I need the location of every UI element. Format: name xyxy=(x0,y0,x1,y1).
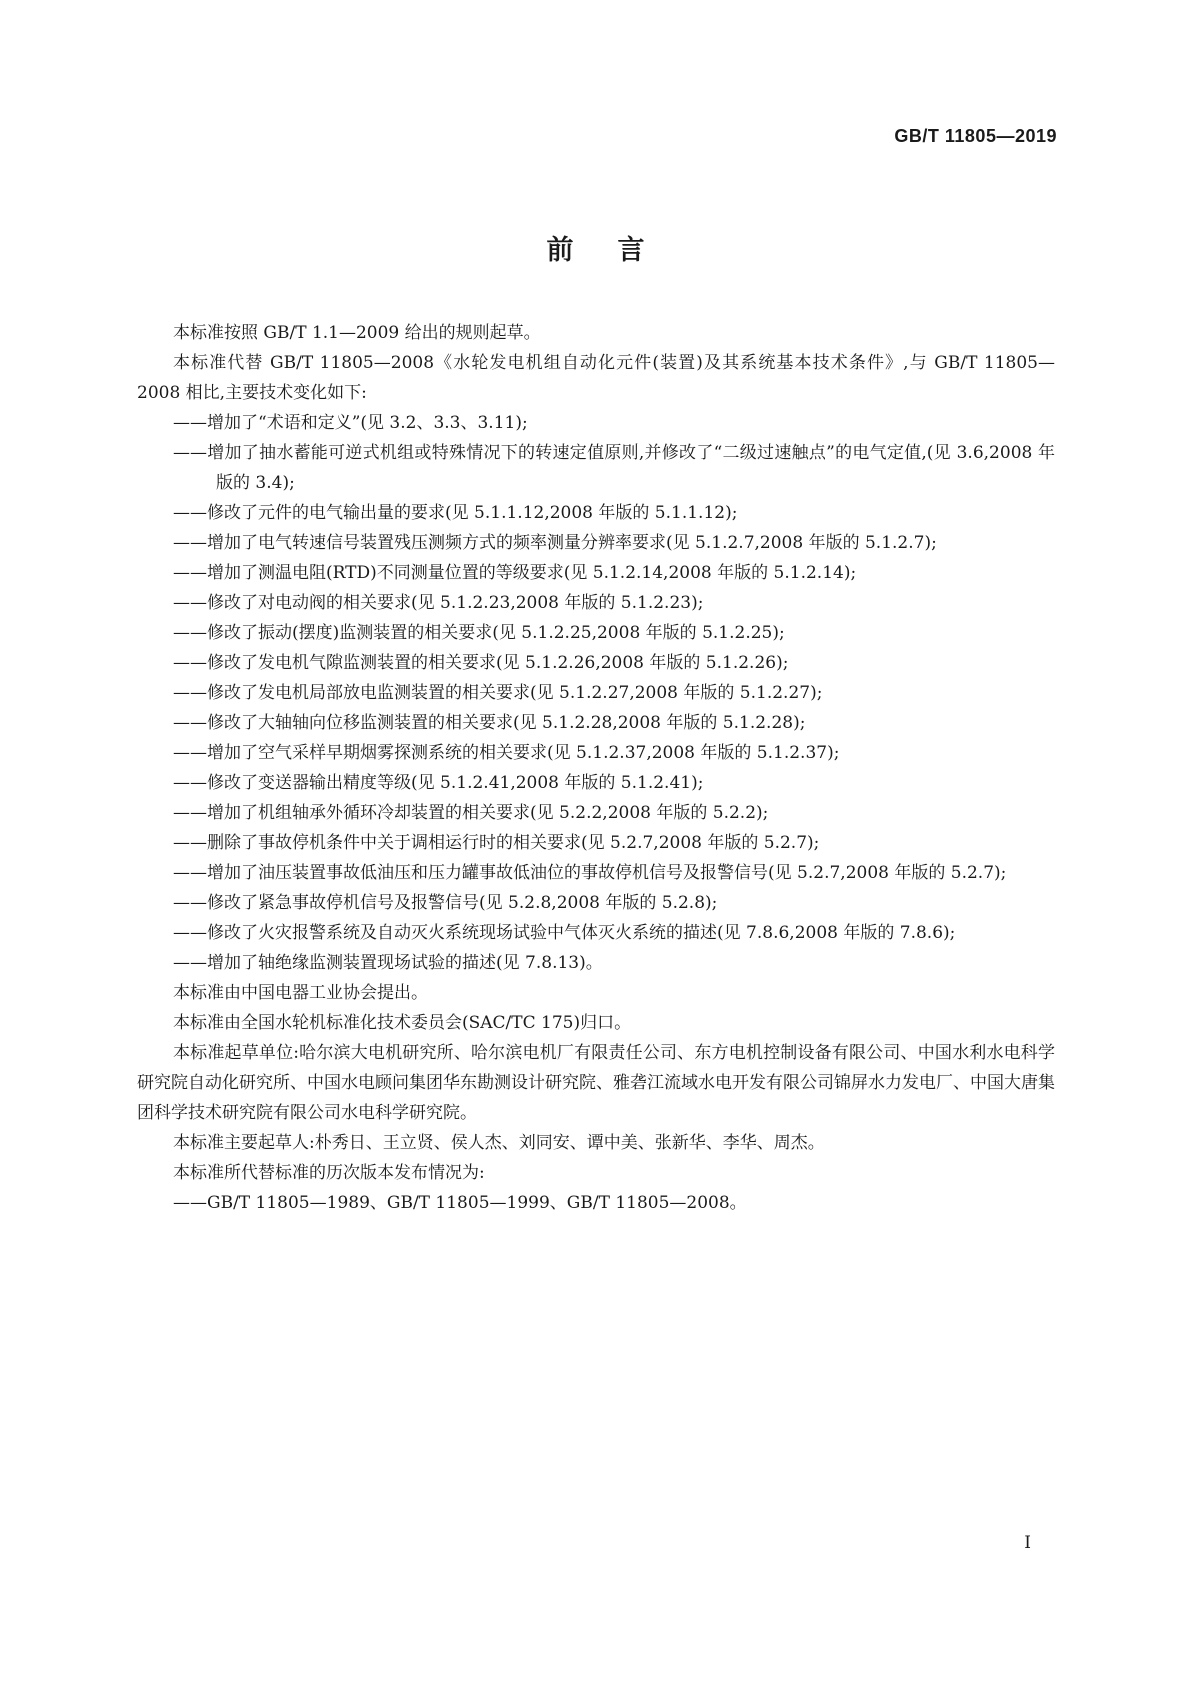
body-paragraph: 本标准所代替标准的历次版本发布情况为: xyxy=(173,1163,485,1183)
change-list-item: ——修改了发电机局部放电监测装置的相关要求(见 5.1.2.27,2008 年版的 5.1.2.27); xyxy=(173,683,823,703)
change-list-item: ——删除了事故停机条件中关于调相运行时的相关要求(见 5.2.7,2008 年版的 5.2.7); xyxy=(173,833,820,853)
change-list-item: ——修改了元件的电气输出量的要求(见 5.1.1.12,2008 年版的 5.1.1.12); xyxy=(173,503,738,523)
change-list-item: ——增加了空气采样早期烟雾探测系统的相关要求(见 5.1.2.37,2008 年版的 5.1.2.37); xyxy=(173,743,840,763)
change-list-item: ——修改了火灾报警系统及自动灭火系统现场试验中气体灭火系统的描述(见 7.8.6,2008 年版的 7.8.6); xyxy=(173,923,956,943)
change-list-item: ——修改了对电动阀的相关要求(见 5.1.2.23,2008 年版的 5.1.2.23); xyxy=(173,593,704,613)
change-list-item: ——增加了油压装置事故低油压和压力罐事故低油位的事故停机信号及报警信号(见 5.2.7,2008 年版的 5.2.7); xyxy=(173,863,1007,883)
change-list-item: ——GB/T 11805—1989、GB/T 11805—1999、GB/T 11805—2008。 xyxy=(173,1193,747,1213)
change-list-item: ——增加了轴绝缘监测装置现场试验的描述(见 7.8.13)。 xyxy=(173,953,603,973)
page-number: I xyxy=(1024,1533,1031,1553)
body-paragraph: 本标准代替 GB/T 11805—2008《水轮发电机组自动化元件(装置)及其系统基本技术条件》,与 GB/T 11805—2008 相比,主要技术变化如下: xyxy=(137,353,1055,403)
change-list-item: ——增加了机组轴承外循环冷却装置的相关要求(见 5.2.2,2008 年版的 5.2.2); xyxy=(173,803,769,823)
body-paragraph: 本标准按照 GB/T 1.1—2009 给出的规则起草。 xyxy=(173,323,541,343)
change-list-item: ——增加了“术语和定义”(见 3.2、3.3、3.11); xyxy=(173,413,528,433)
body-paragraph: 本标准主要起草人:朴秀日、王立贤、侯人杰、刘同安、谭中美、张新华、李华、周杰。 xyxy=(173,1133,825,1153)
change-list-item: ——修改了变送器输出精度等级(见 5.1.2.41,2008 年版的 5.1.2.41); xyxy=(173,773,704,793)
change-list-item: ——增加了电气转速信号装置残压测频方式的频率测量分辨率要求(见 5.1.2.7,2008 年版的 5.1.2.7); xyxy=(173,533,937,553)
change-list-item: ——增加了抽水蓄能可逆式机组或特殊情况下的转速定值原则,并修改了“二级过速触点”的电气定值,(见 3.6,2008 年版的 3.4); xyxy=(173,443,1055,493)
change-list-item: ——修改了大轴轴向位移监测装置的相关要求(见 5.1.2.28,2008 年版的 5.1.2.28); xyxy=(173,713,806,733)
change-list-item: ——修改了紧急事故停机信号及报警信号(见 5.2.8,2008 年版的 5.2.8); xyxy=(173,893,718,913)
body-paragraph: 本标准由中国电器工业协会提出。 xyxy=(173,983,428,1003)
standard-code: GB/T 11805—2019 xyxy=(894,126,1057,146)
body-paragraph: 本标准由全国水轮机标准化技术委员会(SAC/TC 175)归口。 xyxy=(173,1013,632,1033)
foreword-body xyxy=(137,318,1055,1218)
page-title: 前言 xyxy=(546,235,689,266)
change-list-item: ——增加了测温电阻(RTD)不同测量位置的等级要求(见 5.1.2.14,2008 年版的 5.1.2.14); xyxy=(173,563,857,583)
body-paragraph: 本标准起草单位:哈尔滨大电机研究所、哈尔滨电机厂有限责任公司、东方电机控制设备有限公司、中国水利水电科学研究院自动化研究所、中国水电顾问集团华东勘测设计研究院、雅砻江流域水电开发有限公司锦屏水力发电厂、中国大唐集团科学技术研究院有限公司水电科学研究院。 xyxy=(137,1043,1055,1123)
change-list-item: ——修改了振动(摆度)监测装置的相关要求(见 5.1.2.25,2008 年版的 5.1.2.25); xyxy=(173,623,785,643)
change-list-item: ——修改了发电机气隙监测装置的相关要求(见 5.1.2.26,2008 年版的 5.1.2.26); xyxy=(173,653,789,673)
